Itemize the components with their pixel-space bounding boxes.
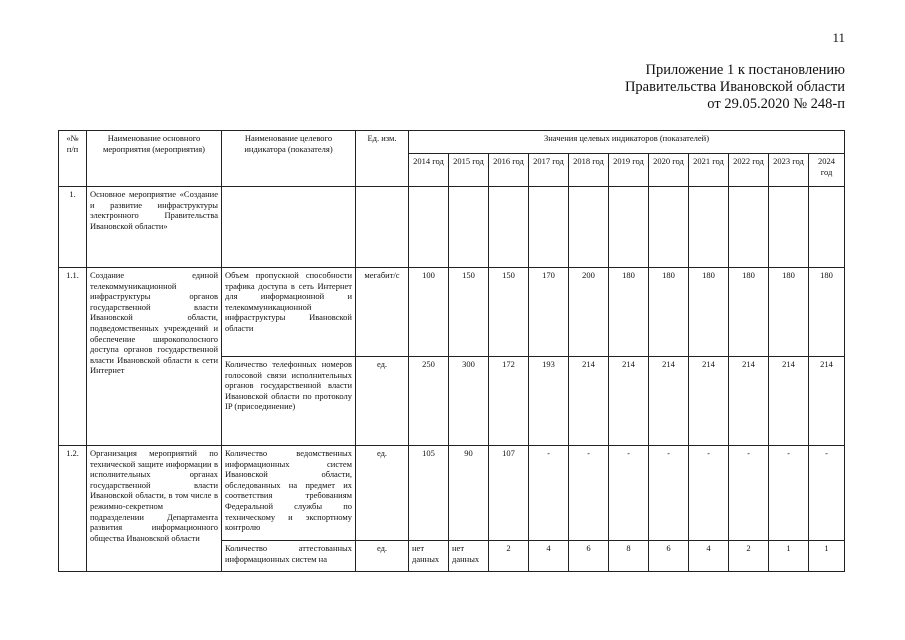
row-event: Основное мероприятие «Создание и развитие инфраструктуры электронного Правительства Ивановской области»: [87, 187, 222, 268]
value-cell: 8: [609, 541, 649, 572]
indicator-unit: ед.: [356, 357, 409, 446]
indicator-name: Количество телефонных номеров голосовой связи исполнительных органов государственной власти Ивановской области по протоколу IP (присоединение): [222, 357, 356, 446]
table-header-row: [59, 131, 845, 154]
value-cell: 180: [609, 268, 649, 357]
value-cell: 6: [649, 541, 689, 572]
indicator-name: Количество аттестованных информационных систем на: [222, 541, 356, 572]
value-cell: 214: [609, 357, 649, 446]
header-year: 2018 год: [569, 154, 609, 187]
empty-cell: [569, 187, 609, 268]
header-indicator: Наименование целевого индикатора (показателя): [222, 131, 356, 187]
empty-cell: [729, 187, 769, 268]
row-num: 1.: [59, 187, 87, 268]
value-cell: 1: [769, 541, 809, 572]
header-year: 2015 год: [449, 154, 489, 187]
appendix-line-1: Приложение 1 к постановлению: [645, 62, 845, 78]
empty-cell: [609, 187, 649, 268]
header-year: 2017 год: [529, 154, 569, 187]
value-cell: -: [609, 446, 649, 541]
indicator-unit: мегабит/с: [356, 268, 409, 357]
empty-cell: [356, 187, 409, 268]
value-cell: 214: [569, 357, 609, 446]
appendix-line-2: Правительства Ивановской области: [624, 79, 845, 95]
row-num: 1.1.: [59, 268, 87, 446]
value-cell: -: [809, 446, 845, 541]
empty-cell: [809, 187, 845, 268]
page-number: 11: [832, 30, 845, 45]
indicator-name: Объем пропускной способности трафика доступа в сеть Интернет для информационной и телекоммуникационной инфраструктуры Ивановской области: [222, 268, 356, 357]
empty-cell: [769, 187, 809, 268]
value-cell: 214: [729, 357, 769, 446]
header-year: 2016 год: [489, 154, 529, 187]
value-cell: -: [569, 446, 609, 541]
indicators-table: [58, 130, 845, 572]
value-cell: 180: [729, 268, 769, 357]
value-cell: 180: [649, 268, 689, 357]
value-cell: 2: [729, 541, 769, 572]
table-row: [59, 446, 845, 541]
empty-cell: [222, 187, 356, 268]
table-row: [59, 187, 845, 268]
value-cell: 180: [689, 268, 729, 357]
appendix-heading: [625, 62, 845, 113]
value-cell: 105: [409, 446, 449, 541]
value-cell: 100: [409, 268, 449, 357]
empty-cell: [529, 187, 569, 268]
value-cell: 250: [409, 357, 449, 446]
value-cell: 193: [529, 357, 569, 446]
table-row: [59, 268, 845, 357]
value-cell: 6: [569, 541, 609, 572]
value-cell: 170: [529, 268, 569, 357]
value-cell: 4: [689, 541, 729, 572]
value-cell: -: [769, 446, 809, 541]
header-event: Наименование основного мероприятия (мероприятия): [87, 131, 222, 187]
row-event: Организация мероприятий по технической защите информации в исполнительных органах государственной власти Ивановской области, в том числе в режимно-секретном подразделении Департамента развития информационного общества Ивановской области: [87, 446, 222, 572]
value-cell: 4: [529, 541, 569, 572]
value-cell: 214: [689, 357, 729, 446]
value-cell: 200: [569, 268, 609, 357]
value-cell: нет данных: [409, 541, 449, 572]
empty-cell: [649, 187, 689, 268]
indicator-unit: ед.: [356, 446, 409, 541]
header-year: 2020 год: [649, 154, 689, 187]
row-num: 1.2.: [59, 446, 87, 572]
value-cell: 214: [809, 357, 845, 446]
value-cell: 107: [489, 446, 529, 541]
appendix-line-3: от 29.05.2020 № 248-п: [707, 96, 845, 112]
header-year: 2014 год: [409, 154, 449, 187]
value-cell: 214: [769, 357, 809, 446]
header-year: 2021 год: [689, 154, 729, 187]
header-unit: Ед. изм.: [356, 131, 409, 187]
indicator-name: Количество ведомственных информационных систем Ивановской области, обследованных на предмет их соответствия требованиям Федеральной службы по техническому и экспортному контролю: [222, 446, 356, 541]
empty-cell: [409, 187, 449, 268]
header-year: 2024 год: [809, 154, 845, 187]
value-cell: 2: [489, 541, 529, 572]
value-cell: 150: [449, 268, 489, 357]
header-year: 2019 год: [609, 154, 649, 187]
empty-cell: [689, 187, 729, 268]
value-cell: нет данных: [449, 541, 489, 572]
value-cell: 150: [489, 268, 529, 357]
value-cell: 300: [449, 357, 489, 446]
value-cell: 214: [649, 357, 689, 446]
header-values-group: Значения целевых индикаторов (показателей): [409, 131, 845, 154]
value-cell: 90: [449, 446, 489, 541]
empty-cell: [489, 187, 529, 268]
value-cell: 180: [769, 268, 809, 357]
value-cell: -: [529, 446, 569, 541]
row-event: Создание единой телекоммуникационной инфраструктуры органов государственной власти Ивановской области, подведомственных учреждений и обеспечение широкополосного доступа органов государственной власти Ивановской области к сети Интернет: [87, 268, 222, 446]
indicator-unit: ед.: [356, 541, 409, 572]
header-year: 2023 год: [769, 154, 809, 187]
value-cell: -: [649, 446, 689, 541]
header-year: 2022 год: [729, 154, 769, 187]
value-cell: 1: [809, 541, 845, 572]
value-cell: -: [689, 446, 729, 541]
value-cell: -: [729, 446, 769, 541]
value-cell: 180: [809, 268, 845, 357]
value-cell: 172: [489, 357, 529, 446]
header-num: «№ п/п: [59, 131, 87, 187]
empty-cell: [449, 187, 489, 268]
